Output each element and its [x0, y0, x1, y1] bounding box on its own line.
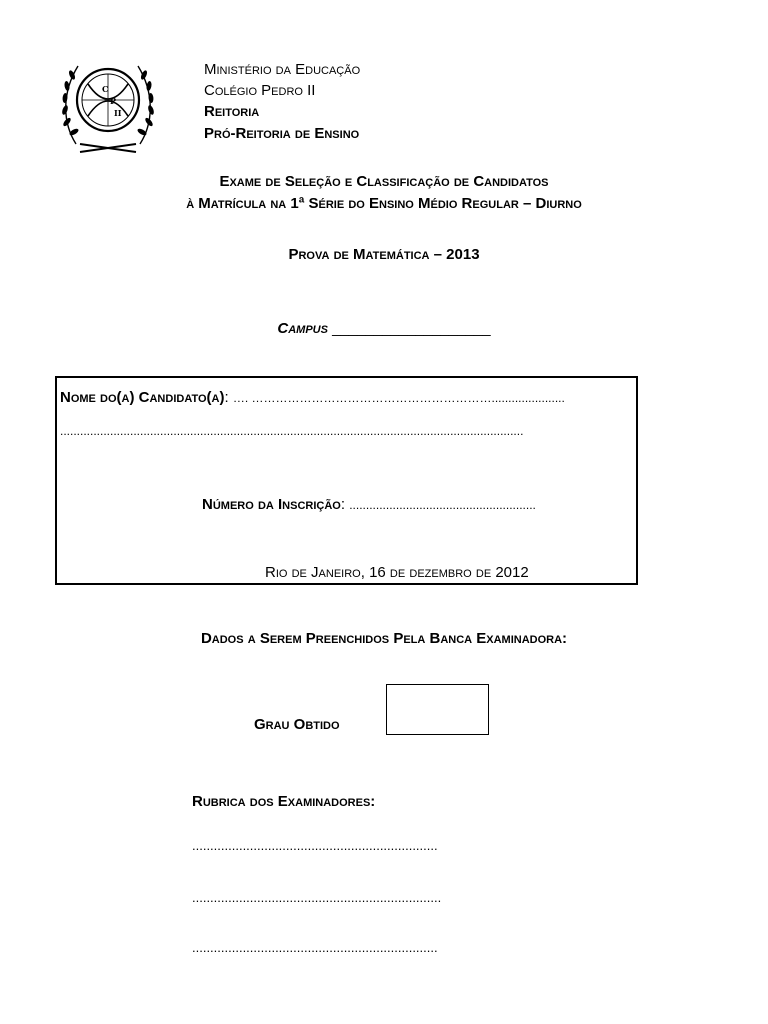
- registration-number-colon: :: [340, 496, 346, 513]
- exam-title-line1: Exame de Seleção e Classificação de Candidatos: [219, 173, 549, 190]
- examiner-signature-line-1[interactable]: ....................................................................: [192, 838, 438, 853]
- candidate-name-dots-line2[interactable]: ...........................................................................................................................................: [60, 424, 524, 438]
- campus-label: Campus: [277, 320, 328, 337]
- candidate-name-label: Nome do(a) Candidato(a): [60, 389, 225, 406]
- date-line: Rio de Janeiro, 16 de dezembro de 2012: [265, 564, 529, 581]
- college-seal-logo: [58, 52, 158, 160]
- seal-letter-p: P: [110, 96, 117, 106]
- candidate-name-colon: :: [224, 389, 229, 406]
- examiner-signature-line-2[interactable]: .....................................................................: [192, 890, 442, 905]
- candidate-info-box: [55, 376, 638, 585]
- exam-subject: Prova de Matemática – 2013: [288, 246, 480, 263]
- examiner-signature-line-3[interactable]: ....................................................................: [192, 940, 438, 955]
- registration-number-label: Número da Inscrição: [202, 496, 341, 513]
- board-section-title: Dados a Serem Preenchidos Pela Banca Examinadora:: [200, 630, 568, 647]
- exam-title-line2: à Matrícula na 1ª Série do Ensino Médio Regular – Diurno: [186, 195, 582, 212]
- campus-blank: ___________________: [332, 320, 491, 337]
- candidate-name-row[interactable]: [60, 389, 634, 406]
- seal-letter-ii: II: [114, 108, 122, 118]
- seal-letter-c: C: [102, 84, 109, 94]
- registration-number-dots: ........................................................: [349, 498, 536, 512]
- ministry-name: Ministério da Educação: [204, 61, 361, 78]
- candidate-name-dots: …. ……………………………………………………......................: [232, 391, 565, 405]
- rectory-name: Reitoria: [204, 103, 260, 120]
- examiners-label: Rubrica dos Examinadores:: [192, 793, 376, 810]
- registration-number-row[interactable]: [202, 496, 642, 513]
- grade-label: Grau Obtido: [254, 716, 340, 733]
- campus-field[interactable]: [0, 320, 768, 337]
- pro-rectory-name: Pró-Reitoria de Ensino: [204, 125, 360, 142]
- college-name: Colégio Pedro II: [204, 82, 316, 99]
- grade-input-box[interactable]: [386, 684, 489, 735]
